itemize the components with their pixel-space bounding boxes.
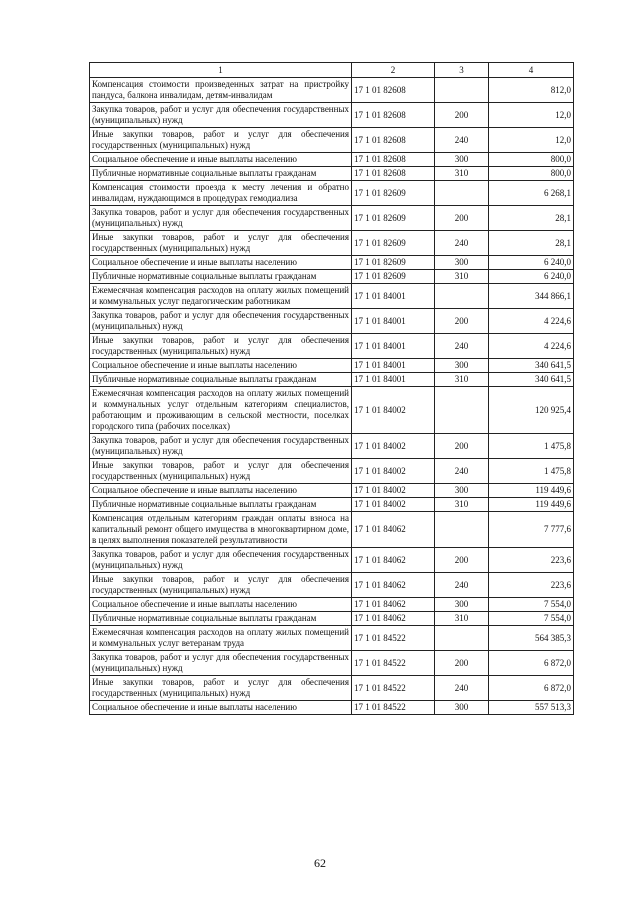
row-code: 17 1 01 82609	[352, 256, 435, 270]
row-name: Социальное обеспечение и иные выплаты населению	[90, 359, 352, 373]
row-name: Публичные нормативные социальные выплаты гражданам	[90, 167, 352, 181]
column-header-1: 1	[90, 63, 352, 78]
row-name: Закупка товаров, работ и услуг для обеспечения государственных (муниципальных) нужд	[90, 548, 352, 573]
row-name: Иные закупки товаров, работ и услуг для обеспечения государственных (муниципальных) нужд	[90, 231, 352, 256]
row-code: 17 1 01 82608	[352, 103, 435, 128]
row-name: Компенсация отдельным категориям граждан оплаты взноса на капитальный ремонт общего имущества в многоквартирном доме, в целях выполнения показателей результативности	[90, 512, 352, 548]
table-row	[90, 573, 574, 598]
column-header-3: 3	[435, 63, 489, 78]
row-code: 17 1 01 84062	[352, 512, 435, 548]
table-row	[90, 78, 574, 103]
row-code: 17 1 01 84001	[352, 309, 435, 334]
row-type: 240	[435, 334, 489, 359]
table-row	[90, 167, 574, 181]
table-row	[90, 512, 574, 548]
row-name: Социальное обеспечение и иные выплаты населению	[90, 598, 352, 612]
table-row	[90, 153, 574, 167]
row-type: 200	[435, 206, 489, 231]
row-amount: 7 554,0	[489, 598, 574, 612]
table-row	[90, 498, 574, 512]
table-row	[90, 484, 574, 498]
row-code: 17 1 01 84001	[352, 373, 435, 387]
row-amount: 564 385,3	[489, 626, 574, 651]
table-row	[90, 387, 574, 434]
row-type: 200	[435, 651, 489, 676]
row-type	[435, 626, 489, 651]
table-row	[90, 434, 574, 459]
row-name: Компенсация стоимости произведенных затрат на пристройку пандуса, балкона инвалидам, детям-инвалидам	[90, 78, 352, 103]
table-row	[90, 270, 574, 284]
row-name: Закупка товаров, работ и услуг для обеспечения государственных (муниципальных) нужд	[90, 206, 352, 231]
row-amount: 557 513,3	[489, 701, 574, 715]
row-code: 17 1 01 84062	[352, 548, 435, 573]
row-name: Иные закупки товаров, работ и услуг для обеспечения государственных (муниципальных) нужд	[90, 334, 352, 359]
row-code: 17 1 01 82608	[352, 153, 435, 167]
row-amount: 12,0	[489, 128, 574, 153]
table-row	[90, 284, 574, 309]
row-name: Иные закупки товаров, работ и услуг для обеспечения государственных (муниципальных) нужд	[90, 676, 352, 701]
row-type: 300	[435, 701, 489, 715]
row-name: Социальное обеспечение и иные выплаты населению	[90, 484, 352, 498]
row-amount: 223,6	[489, 573, 574, 598]
row-code: 17 1 01 84522	[352, 651, 435, 676]
row-type: 310	[435, 612, 489, 626]
row-amount: 4 224,6	[489, 309, 574, 334]
row-name: Компенсация стоимости проезда к месту лечения и обратно инвалидам, нуждающимся в процедурах гемодиализа	[90, 181, 352, 206]
row-amount: 1 475,8	[489, 434, 574, 459]
row-amount: 6 872,0	[489, 651, 574, 676]
row-type	[435, 387, 489, 434]
row-type: 310	[435, 498, 489, 512]
row-code: 17 1 01 82609	[352, 181, 435, 206]
row-amount: 28,1	[489, 206, 574, 231]
row-type: 200	[435, 309, 489, 334]
row-name: Ежемесячная компенсация расходов на оплату жилых помещений и коммунальных услуг педагогическим работникам	[90, 284, 352, 309]
table-row	[90, 676, 574, 701]
row-type: 300	[435, 484, 489, 498]
row-amount: 800,0	[489, 167, 574, 181]
row-amount: 6 240,0	[489, 270, 574, 284]
row-name: Закупка товаров, работ и услуг для обеспечения государственных (муниципальных) нужд	[90, 434, 352, 459]
row-code: 17 1 01 82608	[352, 167, 435, 181]
row-type: 300	[435, 598, 489, 612]
row-type	[435, 78, 489, 103]
row-amount: 120 925,4	[489, 387, 574, 434]
row-code: 17 1 01 84062	[352, 573, 435, 598]
header-row	[90, 63, 574, 78]
row-type: 240	[435, 676, 489, 701]
row-type	[435, 284, 489, 309]
page-number: 62	[314, 856, 326, 870]
row-amount: 7 777,6	[489, 512, 574, 548]
table-row	[90, 181, 574, 206]
row-type: 240	[435, 459, 489, 484]
row-name: Публичные нормативные социальные выплаты гражданам	[90, 270, 352, 284]
row-amount: 119 449,6	[489, 498, 574, 512]
row-amount: 6 268,1	[489, 181, 574, 206]
budget-table	[89, 62, 574, 715]
table-row	[90, 373, 574, 387]
row-code: 17 1 01 84001	[352, 284, 435, 309]
row-code: 17 1 01 82609	[352, 231, 435, 256]
row-type	[435, 512, 489, 548]
row-code: 17 1 01 84001	[352, 359, 435, 373]
row-name: Ежемесячная компенсация расходов на оплату жилых помещений и коммунальных услуг отдельным категориям специалистов, работающим и проживающим в сельской местности, поселках городского типа (рабочих поселках)	[90, 387, 352, 434]
row-code: 17 1 01 84062	[352, 598, 435, 612]
table-row	[90, 309, 574, 334]
row-name: Социальное обеспечение и иные выплаты населению	[90, 153, 352, 167]
row-type	[435, 181, 489, 206]
row-type: 300	[435, 153, 489, 167]
row-code: 17 1 01 82609	[352, 270, 435, 284]
row-amount: 12,0	[489, 103, 574, 128]
table-row	[90, 598, 574, 612]
row-type: 200	[435, 103, 489, 128]
row-amount: 1 475,8	[489, 459, 574, 484]
table-row	[90, 459, 574, 484]
row-name: Закупка товаров, работ и услуг для обеспечения государственных (муниципальных) нужд	[90, 651, 352, 676]
row-code: 17 1 01 84522	[352, 701, 435, 715]
table-row	[90, 612, 574, 626]
table-row	[90, 548, 574, 573]
row-name: Социальное обеспечение и иные выплаты населению	[90, 256, 352, 270]
row-amount: 344 866,1	[489, 284, 574, 309]
table-row	[90, 701, 574, 715]
row-amount: 4 224,6	[489, 334, 574, 359]
row-type: 200	[435, 548, 489, 573]
row-amount: 812,0	[489, 78, 574, 103]
row-amount: 7 554,0	[489, 612, 574, 626]
row-code: 17 1 01 84062	[352, 612, 435, 626]
row-type: 300	[435, 359, 489, 373]
table-row	[90, 231, 574, 256]
row-code: 17 1 01 84002	[352, 434, 435, 459]
row-code: 17 1 01 84522	[352, 626, 435, 651]
row-code: 17 1 01 84522	[352, 676, 435, 701]
row-name: Публичные нормативные социальные выплаты гражданам	[90, 498, 352, 512]
row-code: 17 1 01 84002	[352, 459, 435, 484]
table-row	[90, 651, 574, 676]
row-type: 310	[435, 373, 489, 387]
row-name: Закупка товаров, работ и услуг для обеспечения государственных (муниципальных) нужд	[90, 103, 352, 128]
column-header-2: 2	[352, 63, 435, 78]
table-row	[90, 359, 574, 373]
table-row	[90, 626, 574, 651]
row-type: 240	[435, 231, 489, 256]
row-amount: 6 872,0	[489, 676, 574, 701]
table-body	[90, 78, 574, 715]
row-amount: 119 449,6	[489, 484, 574, 498]
table-row	[90, 256, 574, 270]
row-name: Иные закупки товаров, работ и услуг для обеспечения государственных (муниципальных) нужд	[90, 573, 352, 598]
row-amount: 6 240,0	[489, 256, 574, 270]
row-code: 17 1 01 84002	[352, 498, 435, 512]
row-type: 200	[435, 434, 489, 459]
table-row	[90, 206, 574, 231]
row-name: Публичные нормативные социальные выплаты гражданам	[90, 373, 352, 387]
row-name: Иные закупки товаров, работ и услуг для обеспечения государственных (муниципальных) нужд	[90, 459, 352, 484]
row-code: 17 1 01 82608	[352, 78, 435, 103]
row-code: 17 1 01 84001	[352, 334, 435, 359]
row-code: 17 1 01 84002	[352, 484, 435, 498]
table-row	[90, 128, 574, 153]
row-name: Ежемесячная компенсация расходов на оплату жилых помещений и коммунальных услуг ветеранам труда	[90, 626, 352, 651]
table-row	[90, 334, 574, 359]
row-type: 240	[435, 573, 489, 598]
row-name: Иные закупки товаров, работ и услуг для обеспечения государственных (муниципальных) нужд	[90, 128, 352, 153]
row-type: 310	[435, 167, 489, 181]
row-amount: 800,0	[489, 153, 574, 167]
row-name: Социальное обеспечение и иные выплаты населению	[90, 701, 352, 715]
row-name: Публичные нормативные социальные выплаты гражданам	[90, 612, 352, 626]
row-amount: 28,1	[489, 231, 574, 256]
row-code: 17 1 01 82608	[352, 128, 435, 153]
row-name: Закупка товаров, работ и услуг для обеспечения государственных (муниципальных) нужд	[90, 309, 352, 334]
table-row	[90, 103, 574, 128]
column-header-4: 4	[489, 63, 574, 78]
row-code: 17 1 01 84002	[352, 387, 435, 434]
row-amount: 340 641,5	[489, 359, 574, 373]
row-amount: 223,6	[489, 548, 574, 573]
row-type: 240	[435, 128, 489, 153]
row-amount: 340 641,5	[489, 373, 574, 387]
row-type: 300	[435, 256, 489, 270]
row-code: 17 1 01 82609	[352, 206, 435, 231]
row-type: 310	[435, 270, 489, 284]
